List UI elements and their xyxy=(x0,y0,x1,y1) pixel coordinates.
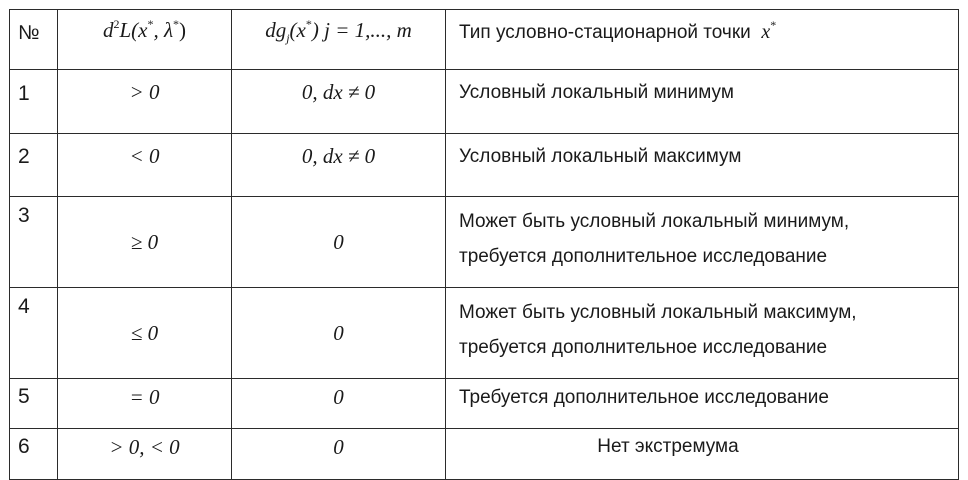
row-number: 3 xyxy=(10,197,58,288)
row-second-differential: = 0 xyxy=(58,379,232,429)
row-number: 5 xyxy=(10,379,58,429)
table-row xyxy=(10,134,959,197)
header-constraint-differential: $dg_j(x^*) j = 1$,..., m xyxy=(232,10,446,70)
row-point-type: Требуется дополнительное исследование xyxy=(446,379,959,429)
row-second-differential: < 0 xyxy=(58,134,232,197)
row-constraint-differential: 0, dx ≠ 0 xyxy=(232,70,446,134)
table-row xyxy=(10,288,959,379)
header-point-type: Тип условно-стационарной точки x* xyxy=(446,10,959,70)
table-row xyxy=(10,379,959,429)
row-number: 4 xyxy=(10,288,58,379)
row-point-type: Условный локальный максимум xyxy=(446,134,959,197)
row-number: 1 xyxy=(10,70,58,134)
extremum-conditions-table xyxy=(9,9,959,480)
table-row xyxy=(10,70,959,134)
table-row xyxy=(10,197,959,288)
row-point-type: Может быть условный локальный максимум, требуется дополнительное исследование xyxy=(446,288,959,379)
row-second-differential: ≤ 0 xyxy=(58,288,232,379)
table-row xyxy=(10,429,959,480)
row-second-differential: > 0 xyxy=(58,70,232,134)
row-point-type: Условный локальный минимум xyxy=(446,70,959,134)
row-constraint-differential: 0 xyxy=(232,429,446,480)
row-constraint-differential: 0 xyxy=(232,288,446,379)
row-number: 6 xyxy=(10,429,58,480)
row-point-type: Может быть условный локальный минимум, требуется дополнительное исследование xyxy=(446,197,959,288)
row-second-differential: > 0, < 0 xyxy=(58,429,232,480)
row-second-differential: ≥ 0 xyxy=(58,197,232,288)
row-number: 2 xyxy=(10,134,58,197)
row-constraint-differential: 0 xyxy=(232,379,446,429)
row-constraint-differential: 0, dx ≠ 0 xyxy=(232,134,446,197)
row-point-type: Нет экстремума xyxy=(446,429,959,480)
header-second-differential: $d^2L(x^*$, λ*) xyxy=(58,10,232,70)
header-number: № xyxy=(10,10,58,70)
row-constraint-differential: 0 xyxy=(232,197,446,288)
table-header-row xyxy=(10,10,959,70)
